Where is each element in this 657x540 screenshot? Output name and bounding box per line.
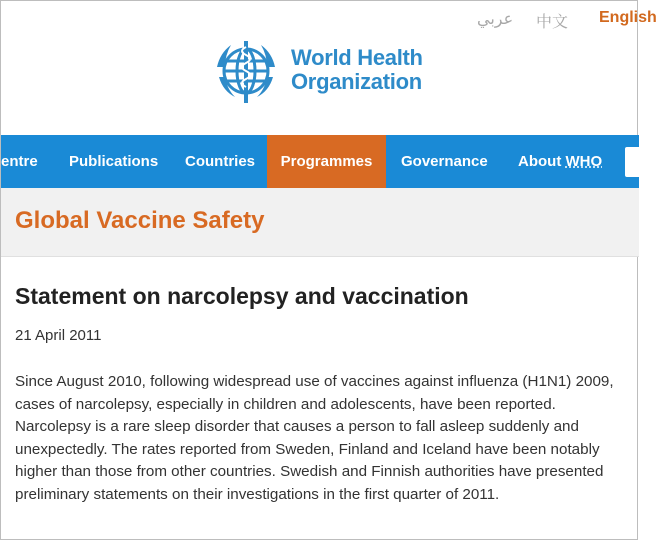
logo-line-2: Organization [291,69,422,94]
language-link-chinese[interactable]: 中文 [536,14,569,31]
search-input[interactable] [625,147,655,177]
section-header [1,188,639,257]
who-emblem-icon [211,37,281,105]
language-link-arabic[interactable]: عربي [477,11,514,28]
language-link-english[interactable]: English [599,9,657,26]
article-paragraph: Since August 2010, following widespread use of vaccines against influenza (H1N1) 2009, cases of narcolepsy, especially in children and adolescents, have been reported. Narcolepsy is a rare sleep disorder that causes a person to fall asleep suddenly and unexpectedly. The rates reported from Sweden, Finland and Iceland have been notably higher than those from other countries. Swedish and Finnish authorities have presented preliminary statements on their investigations in the first quarter of 2011. [15,373,614,503]
nav-item-media-centre[interactable]: entre [1,153,38,170]
about-label: About [518,153,566,170]
nav-item-governance[interactable]: Governance [401,153,488,170]
page-title: Statement on narcolepsy and vaccination [15,283,469,309]
nav-item-about-who[interactable] [518,135,602,188]
who-logo[interactable] [211,37,441,105]
who-abbreviation: WHO [565,153,603,170]
section-title-link[interactable]: Global Vaccine Safety [15,207,265,234]
who-wordmark [291,46,423,94]
nav-item-publications[interactable]: Publications [69,153,159,170]
main-navigation [1,135,639,188]
publication-date: 21 April 2011 [15,327,102,344]
logo-line-1: World Health [291,45,423,70]
nav-item-countries[interactable]: Countries [185,153,256,170]
nav-item-programmes[interactable]: Programmes [267,135,386,188]
